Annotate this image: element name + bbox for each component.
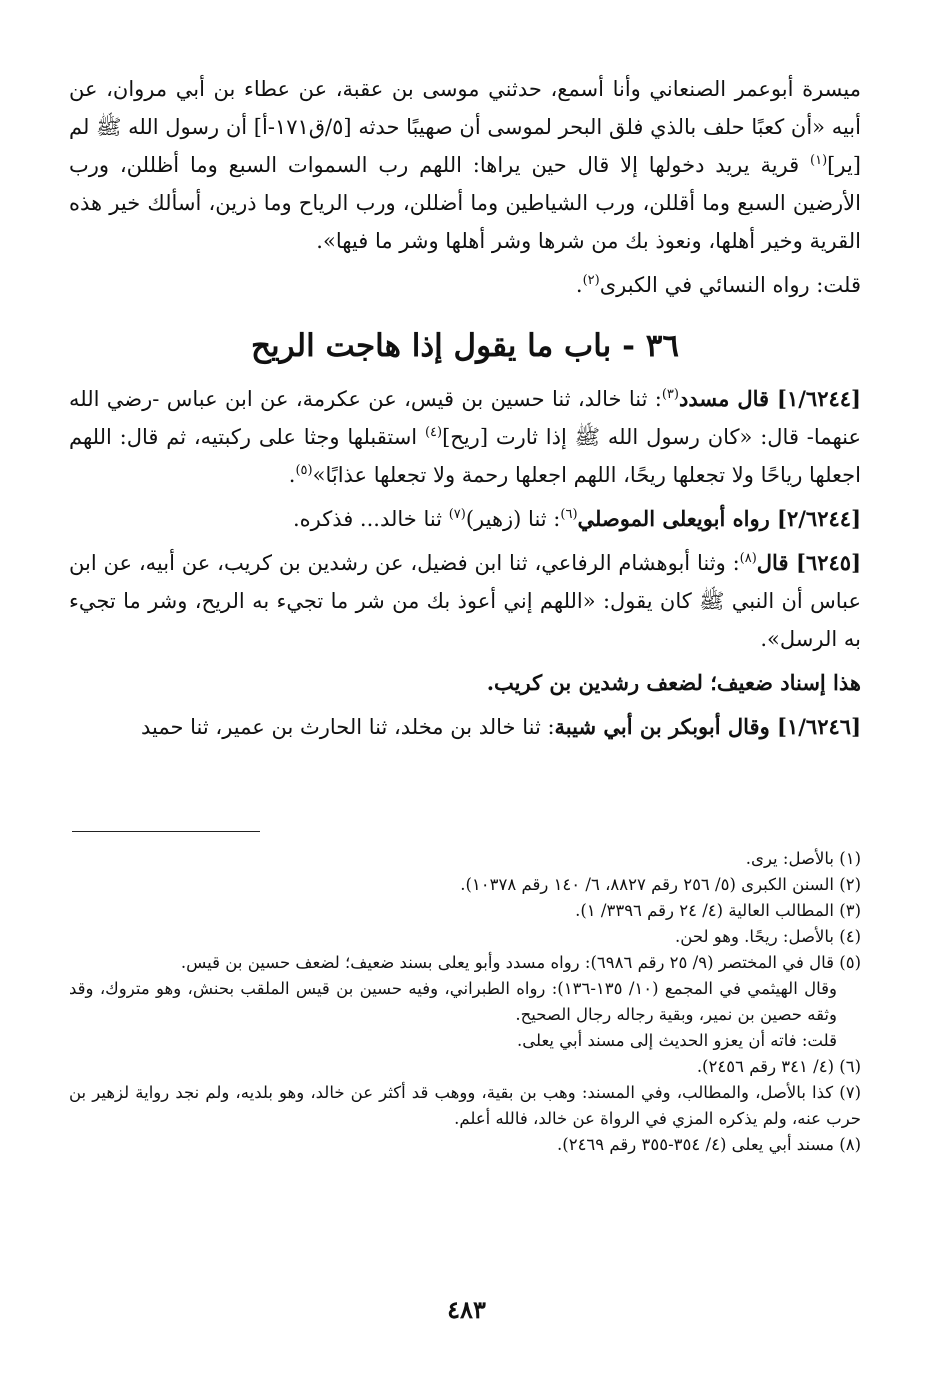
footnote-ref-5: (٥)	[295, 463, 313, 478]
footnote-ref-6: (٦)	[560, 507, 578, 522]
footnote-ref-1: (١)	[810, 153, 828, 168]
hadith-ref-6244-2: [٢/٦٢٤٤] رواه أبويعلى الموصلي	[577, 506, 861, 531]
main-text	[69, 70, 861, 746]
footnote-7: (٧) كذا بالأصل، والمطالب، وفي المسند: وهب بن بقية، ووهب قد أكثر عن خالد، وهو بلديه، ولم نجد رواية لزهير بن حرب عنه، ولم يذكره المزي في الرواة عن خالد، فالله أعلم.	[69, 1083, 861, 1128]
paragraph-5-text: : وثنا أبوهشام الرفاعي، ثنا ابن فضيل، عن رشدين بن كريب، عن أبيه، عن ابن عباس أن النبي ﷺ كان يقول: «اللهم إني أعوذ بك من شر ما تجيء به الريح، وشر ما تجيء به الرسل».	[69, 551, 861, 651]
footnote-divider	[72, 831, 260, 832]
footnote-1: (١) بالأصل: يرى.	[745, 849, 861, 868]
paragraph-3-text-b: استقبلها وجثا على ركبتيه، ثم قال: اللهم اجعلها رياحًا ولا تجعلها ريحًا، اللهم اجعلها رحمة ولا تجعلها عذابًا»	[69, 425, 861, 487]
footnote-5-continued: وقال الهيثمي في المجمع (١٠/ ١٣٥-١٣٦): رواه الطبراني، وفيه حسين بن قيس الملقب بحنش، وهو متروك، وقد وثقه حصين بن نمير، وبقية رجاله رجال الصحيح.	[69, 979, 837, 1024]
paragraph-7-text: : ثنا خالد بن مخلد، ثنا الحارث بن عمير، ثنا حميد	[141, 715, 555, 739]
paragraph-4-text-b: ثنا خالد... فذكره.	[292, 507, 449, 531]
paragraph-1-text: ميسرة أبوعمر الصنعاني وأنا أسمع، حدثني موسى بن عقبة، عن عطاء بن أبي مروان، عن أبيه «أن كعبًا حلف بالذي فلق البحر لموسى أن صهيبًا حدثه [٥/ق١٧١-أ] أن رسول الله ﷺ لم [ير]	[69, 77, 861, 177]
paragraph-2-end: .	[575, 273, 583, 297]
footnote-ref-7: (٧)	[448, 507, 466, 522]
paragraph-5	[69, 544, 861, 658]
paragraph-1-rest: قرية يريد دخولها إلا قال حين يراها: اللهم رب السموات السبع وما أظللن، ورب الأرضين السبع وما أقللن، ورب الشياطين وما أضللن، ورب الرياح وما ذرين، أسألك خير هذه القرية وخير أهلها، ونعوذ بك من شرها وشر أهلها وشر ما فيها».	[69, 153, 861, 253]
footnote-5: (٥) قال في المختصر (٩/ ٢٥ رقم ٦٩٨٦): رواه مسدد وأبو يعلى بسند ضعيف؛ لضعف حسين بن قيس.	[180, 953, 861, 972]
paragraph-4-text-a: : ثنا (زهير)	[465, 507, 561, 531]
paragraph-3	[69, 380, 861, 494]
footnote-ref-3: (٣)	[661, 387, 679, 402]
footnote-ref-4: (٤)	[424, 425, 443, 440]
footnote-ref-2: (٢)	[582, 273, 600, 288]
paragraph-3-text-a: : ثنا خالد، ثنا حسين بن قيس، عن عكرمة، عن ابن عباس -رضي الله عنهما- قال: «كان رسول الله ﷺ إذا ثارت [ريح]	[69, 387, 861, 449]
hadith-ref-6245: [٦٢٤٥] قال	[756, 550, 861, 575]
footnote-ref-8: (٨)	[739, 551, 757, 566]
page-number: ٤٨٣	[447, 1295, 486, 1324]
paragraph-1	[69, 70, 861, 260]
paragraph-3-end: .	[288, 463, 296, 487]
chapter-heading: ٣٦ - باب ما يقول إذا هاجت الريح	[250, 328, 680, 364]
paragraph-2	[69, 266, 861, 304]
hadith-ref-6246-1: [١/٦٢٤٦] وقال أبوبكر بن أبي شيبة	[554, 714, 861, 739]
footnote-5-note: قلت: فاته أن يعزو الحديث إلى مسند أبي يعلى.	[517, 1031, 837, 1050]
footnote-3: (٣) المطالب العالية (٤/ ٢٤ رقم ٣٣٩٦/ ١).	[575, 901, 861, 920]
hadith-ref-6244-1: [١/٦٢٤٤] قال مسدد	[678, 386, 861, 411]
footnote-2: (٢) السنن الكبرى (٥/ ٢٥٦ رقم ٨٨٢٧، ٦/ ١٤٠ رقم ١٠٣٧٨).	[460, 875, 861, 894]
paragraph-7	[69, 708, 861, 746]
footnote-4: (٤) بالأصل: ريحًا. وهو لحن.	[675, 927, 861, 946]
paragraph-2-text: قلت: رواه النسائي في الكبرى	[599, 273, 861, 297]
footnote-6: (٦) (٤/ ٣٤١ رقم ٢٤٥٦).	[696, 1057, 861, 1076]
footnote-8: (٨) مسند أبي يعلى (٤/ ٣٥٤-٣٥٥ رقم ٢٤٦٩).	[557, 1135, 861, 1154]
footnotes	[69, 846, 861, 1158]
paragraph-6: هذا إسناد ضعيف؛ لضعف رشدين بن كريب.	[486, 670, 861, 695]
paragraph-4	[69, 500, 861, 538]
